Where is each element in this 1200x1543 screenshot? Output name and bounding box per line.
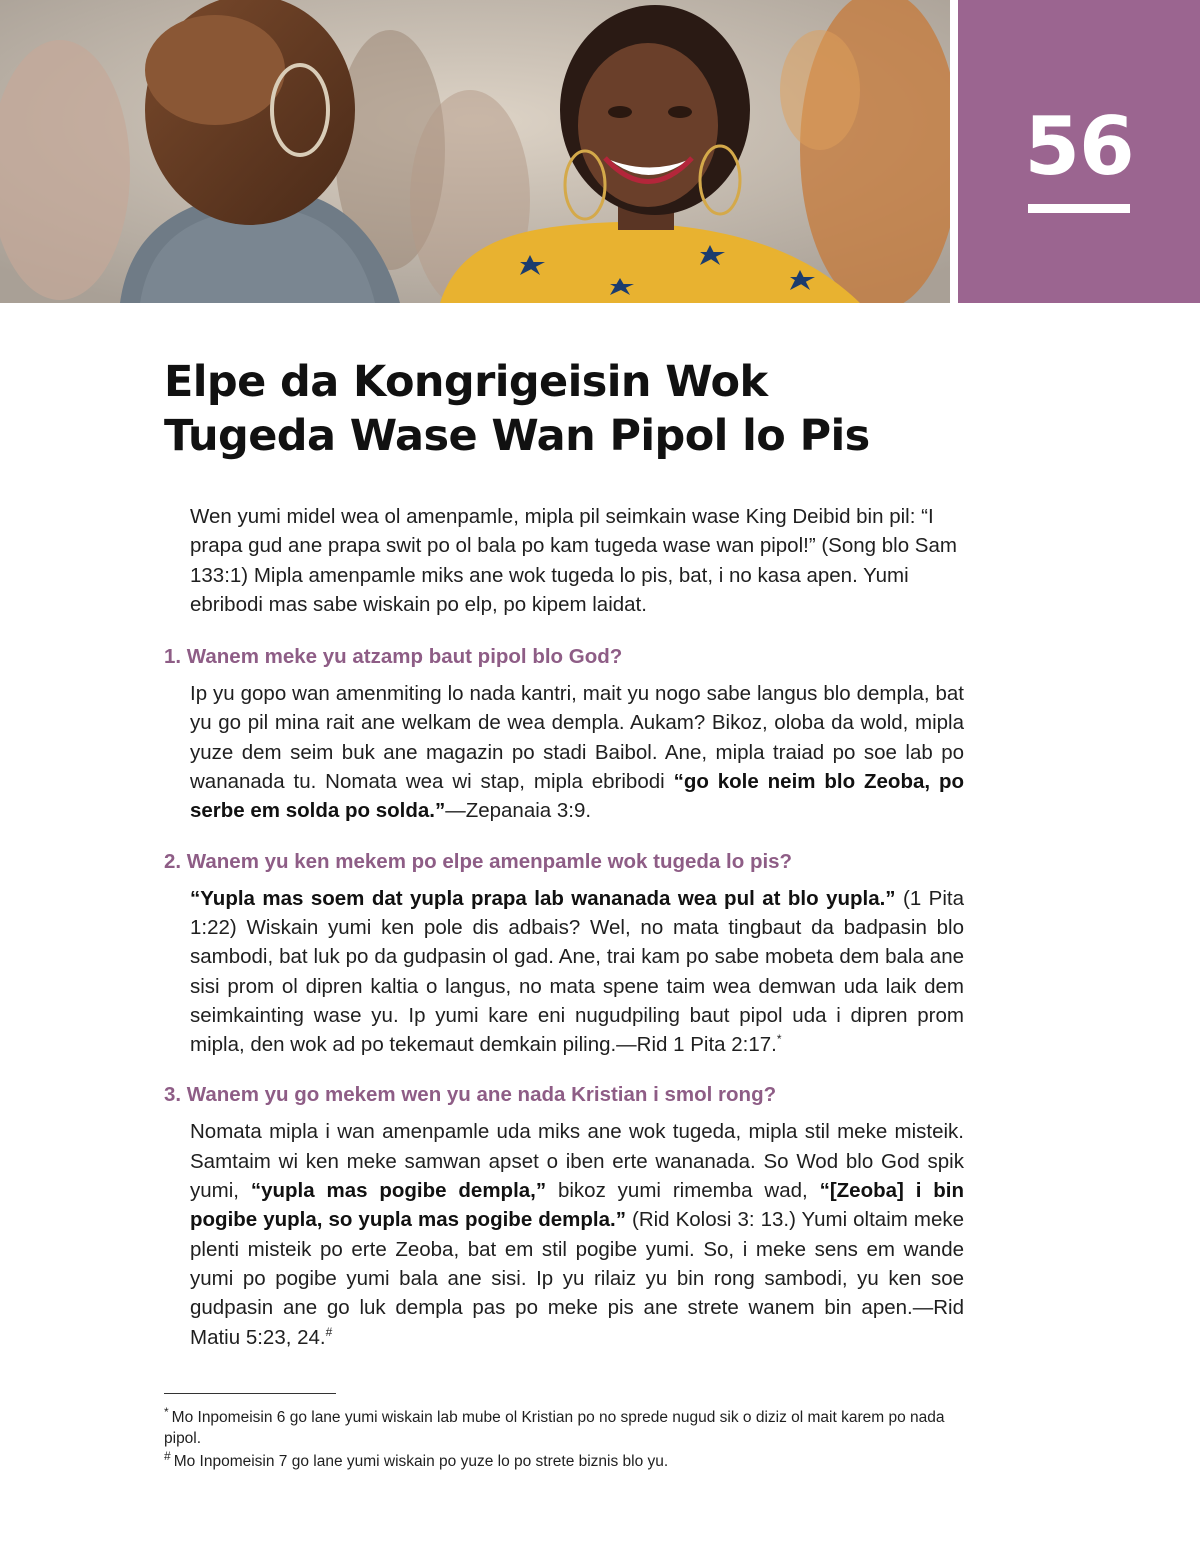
- answer-3-paragraph: [190, 1117, 964, 1351]
- answer-1-scripture-quote: “go kole neim blo Zeoba, po serbe em solda po solda.”: [190, 770, 964, 823]
- answer-3-text-1: Nomata mipla i wan amenpamle uda miks ane wok tugeda, mipla stil meke misteik. Samtaim wi ken meke samwan apset o iben erte wananada. So Wod blo God spik yumi,: [190, 1120, 964, 1203]
- answer-3-text-2: bikoz yumi rimemba wad,: [546, 1179, 820, 1203]
- footnote-2-text: Mo Inpomeisin 7 go lane yumi wiskain po yuze lo po strete biznis blo yu.: [173, 1453, 669, 1470]
- intro-paragraph: Wen yumi midel wea ol amenpamle, mipla pil seimkain wase King Deibid bin pil: “I prapa gud ane prapa swit po ol bala po kam tugeda wase wan pipol!” (Song blo Sam 133:1) Mipla amenpamle miks ane wok tugeda lo pis, bat, i no kasa apen. Yumi ebribodi mas sabe wiskain po elp, po kipem laidat.: [190, 505, 957, 616]
- header-photo: [0, 0, 950, 303]
- question-3: 3. Wanem yu go mekem wen yu ane nada Kristian i smol rong?: [164, 1083, 777, 1107]
- question-1: 1. Wanem meke yu atzamp baut pipol blo God?: [164, 645, 623, 669]
- answer-2-paragraph: [190, 884, 964, 1060]
- lesson-content: [164, 502, 964, 1352]
- answer-1-reference: —Zepanaia 3:9.: [445, 799, 592, 823]
- lesson-number: 56: [1024, 100, 1134, 193]
- answer-2-scripture-quote: “Yupla mas soem dat yupla prapa lab wananada wea pul at blo yupla.”: [190, 886, 896, 910]
- lesson-number-underline: [1028, 204, 1130, 213]
- footnote-1-mark: *: [164, 1404, 169, 1419]
- footnote-1: [164, 1404, 954, 1449]
- question-2: 2. Wanem yu ken mekem po elpe amenpamle wok tugeda lo pis?: [164, 849, 793, 873]
- footnote-ref-hash[interactable]: #: [325, 1324, 333, 1339]
- footnote-1-text: Mo Inpomeisin 6 go lane yumi wiskain lab mube ol Kristian po no sprede nugud sik o diziz ol mait karem po nada pipol.: [164, 1409, 945, 1447]
- page-title-line-2: Tugeda Wase Wan Pipol lo Pis: [164, 411, 870, 461]
- footnote-divider: [164, 1393, 336, 1394]
- footnote-2: [164, 1448, 954, 1472]
- footnote-ref-asterisk[interactable]: *: [776, 1032, 782, 1047]
- answer-1-text: Ip yu gopo wan amenmiting lo nada kantri, mait yu nogo sabe langus blo dempla, bat yu go pil mina rait ane welkam de wea dempla. Aukam? Bikoz, oloba da wold, mipla yuze dem seim buk ane magazin po stadi Baibol. Ane, mipla traiad po soe lab po wananada tu. Nomata wea wi stap, mipla ebribodi: [190, 682, 964, 794]
- page-title: [164, 355, 964, 463]
- photo-people-greeting-image: [0, 0, 950, 303]
- answer-3-quote-2: “[Zeoba] i bin pogibe yupla, so yupla mas pogibe dempla.”: [190, 1179, 964, 1232]
- footnote-2-mark: #: [164, 1448, 171, 1463]
- footnotes: [164, 1404, 954, 1474]
- answer-3-quote-1: “yupla mas pogibe dempla,”: [250, 1179, 547, 1203]
- answer-3-text-3: (Rid Kolosi 3: 13.) Yumi oltaim meke plenti misteik po erte Zeoba, bat em stil pogibe yumi. So, i meke sens em wande yumi po pogibe yumi bala ane sisi. Ip yu rilaiz yu bin rong sambodi, yu ken soe gudpasin ane go luk dempla pas po meke pis ane strete wanem bin apen.—Rid Matiu 5:23, 24.: [190, 1208, 964, 1349]
- page-title-line-1: Elpe da Kongrigeisin Wok: [164, 357, 768, 407]
- answer-2-text: (1 Pita 1:22) Wiskain yumi ken pole dis adbais? Wel, no mata tingbaut da badpasin blo sambodi, bat luk po da gudpasin ol gad. Ane, trai kam po sabe mobeta dem bala ane sisi prom ol dipren kaltia o langus, no mata spene taim wea demwan uda laik dem seimkainting wase yu. Ip yumi kare eni nugudpiling baut pipol uda i dipren prom mipla, den wok ad po tekemaut demkain piling.—Rid 1 Pita 2:17.: [190, 886, 964, 1057]
- answer-1-paragraph: [190, 679, 964, 825]
- lesson-number-box: [958, 0, 1200, 303]
